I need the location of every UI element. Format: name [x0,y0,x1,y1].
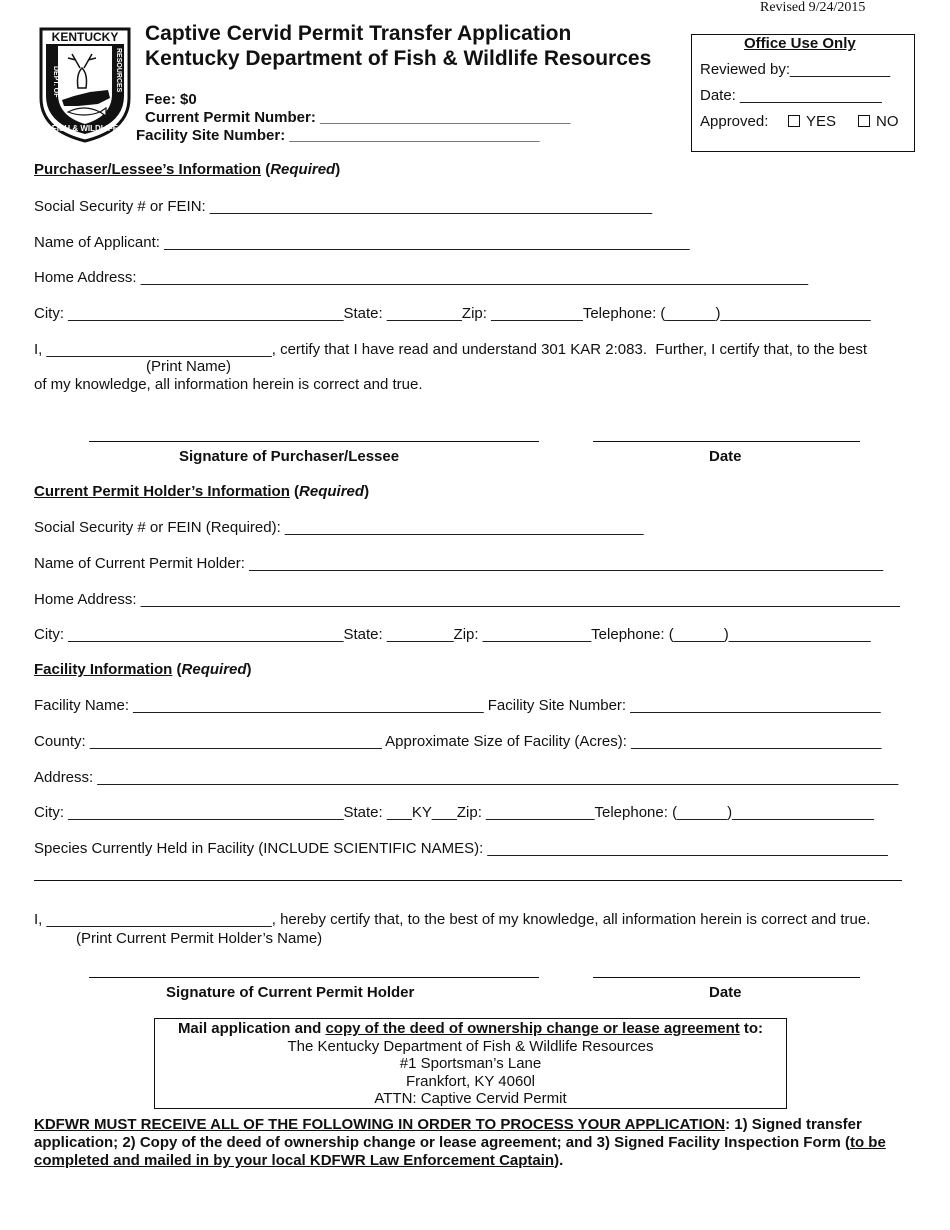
office-use-title: Office Use Only [744,35,856,52]
svg-text:DEPT. OF: DEPT. OF [52,66,59,98]
no-label: NO [876,113,899,130]
print-holder-name-caption: (Print Current Permit Holder’s Name) [76,930,323,947]
holder-date-label: Date [709,984,742,1001]
mail-intro: Mail application and copy of the deed of ownership change or lease agreement to: [177,1020,764,1037]
holder-city-state-zip-phone[interactable]: City: _________________________________State: ________Zip: _____________Telephone: (______)_________________ [34,626,871,643]
mail-address-line2: #1 Sportsman’s Lane [399,1055,542,1072]
form-title: Captive Cervid Permit Transfer Application [145,22,572,45]
species-continuation-line[interactable] [34,880,902,881]
current-permit-number-field[interactable]: Current Permit Number: ______________________________ [145,109,571,126]
purchaser-certify-statement[interactable]: I, ___________________________, certify that I have read and understand 301 KAR 2:083. Further, I certify that, to the best [34,341,868,358]
purchaser-date-line[interactable] [593,441,860,442]
checkbox-icon [858,115,870,127]
holder-ssn-field[interactable]: Social Security # or FEIN (Required): ___________________________________________ [34,519,644,536]
species-field[interactable]: Species Currently Held in Facility (INCLUDE SCIENTIFIC NAMES): ________________________________________________ [34,840,888,857]
svg-text:KENTUCKY: KENTUCKY [51,30,119,44]
purchaser-signature-label: Signature of Purchaser/Lessee [179,448,400,465]
fee-label: Fee: $0 [145,91,197,108]
facility-city-state-zip-phone[interactable]: City: _________________________________State: ___KY___Zip: _____________Telephone: (______)_________________ [34,804,874,821]
approved-yes-checkbox[interactable] [788,113,836,130]
svg-text:RESOURCES: RESOURCES [115,48,122,93]
holder-date-line[interactable] [593,977,860,978]
purchaser-date-label: Date [709,448,742,465]
purchaser-address-field[interactable]: Home Address: ________________________________________________________________________________ [34,269,809,286]
facility-county-acres-field[interactable]: County: ___________________________________ Approximate Size of Facility (Acres): ______________________________ [34,733,882,750]
purchaser-signature-line[interactable] [89,441,539,442]
holder-signature-line[interactable] [89,977,539,978]
facility-site-number-header-field[interactable]: Facility Site Number: ______________________________ [136,127,540,144]
holder-certify-statement[interactable]: I, ___________________________, hereby certify that, to the best of my knowledge, all information herein is correct and true. [34,911,871,928]
office-use-box [691,34,915,152]
yes-label: YES [806,113,837,130]
purchaser-certify-statement-cont: of my knowledge, all information herein is correct and true. [34,376,423,393]
mailing-instructions-box [154,1018,787,1109]
kdfwr-logo-icon [38,26,132,144]
holder-address-field[interactable]: Home Address: ___________________________________________________________________________________________ [34,591,900,608]
approved-label: Approved: [700,113,769,130]
facility-address-field[interactable]: Address: ________________________________________________________________________________________________ [34,769,899,786]
purchaser-section-heading: Purchaser/Lessee’s Information (Required) [34,161,341,178]
mail-address-line1: The Kentucky Department of Fish & Wildlife Resources [287,1037,654,1055]
holder-name-field[interactable]: Name of Current Permit Holder: ____________________________________________________________________________ [34,555,884,572]
kdfwr-logo [38,26,132,144]
svg-text:FISH & WILDLIFE: FISH & WILDLIFE [51,124,119,133]
requirements-notice: KDFWR MUST RECEIVE ALL OF THE FOLLOWING IN ORDER TO PROCESS YOUR APPLICATION: 1) Signed transfer application; 2) Copy of the deed of ownership change or lease agreement; and 3) Signed Facility Inspection Form (to be completed and mailed in by your local KDFWR Law Enforcement Captain). [34,1116,886,1169]
applicant-name-field[interactable]: Name of Applicant: _______________________________________________________________ [34,234,690,251]
purchaser-city-state-zip-phone[interactable]: City: _________________________________State: _________Zip: ___________Telephone: (______)__________________ [34,305,871,322]
print-name-caption: (Print Name) [146,358,232,375]
department-title: Kentucky Department of Fish & Wildlife Resources [145,47,652,70]
holder-signature-label: Signature of Current Permit Holder [166,984,415,1001]
reviewed-by-field[interactable]: Reviewed by:____________ [700,61,891,78]
holder-section-heading: Current Permit Holder’s Information (Required) [34,483,370,500]
facility-name-site-field[interactable]: Facility Name: __________________________________________ Facility Site Number: ______________________________ [34,697,881,714]
office-date-field[interactable]: Date: _________________ [700,87,882,104]
mail-address-line3: Frankfort, KY 4060l [406,1072,535,1090]
approved-no-checkbox[interactable] [858,113,899,130]
mail-address-line4: ATTN: Captive Cervid Permit [374,1090,567,1107]
checkbox-icon [788,115,800,127]
facility-section-heading: Facility Information (Required) [34,661,252,678]
revised-date: Revised 9/24/2015 [760,0,866,15]
purchaser-ssn-field[interactable]: Social Security # or FEIN: _____________________________________________________ [34,198,653,215]
